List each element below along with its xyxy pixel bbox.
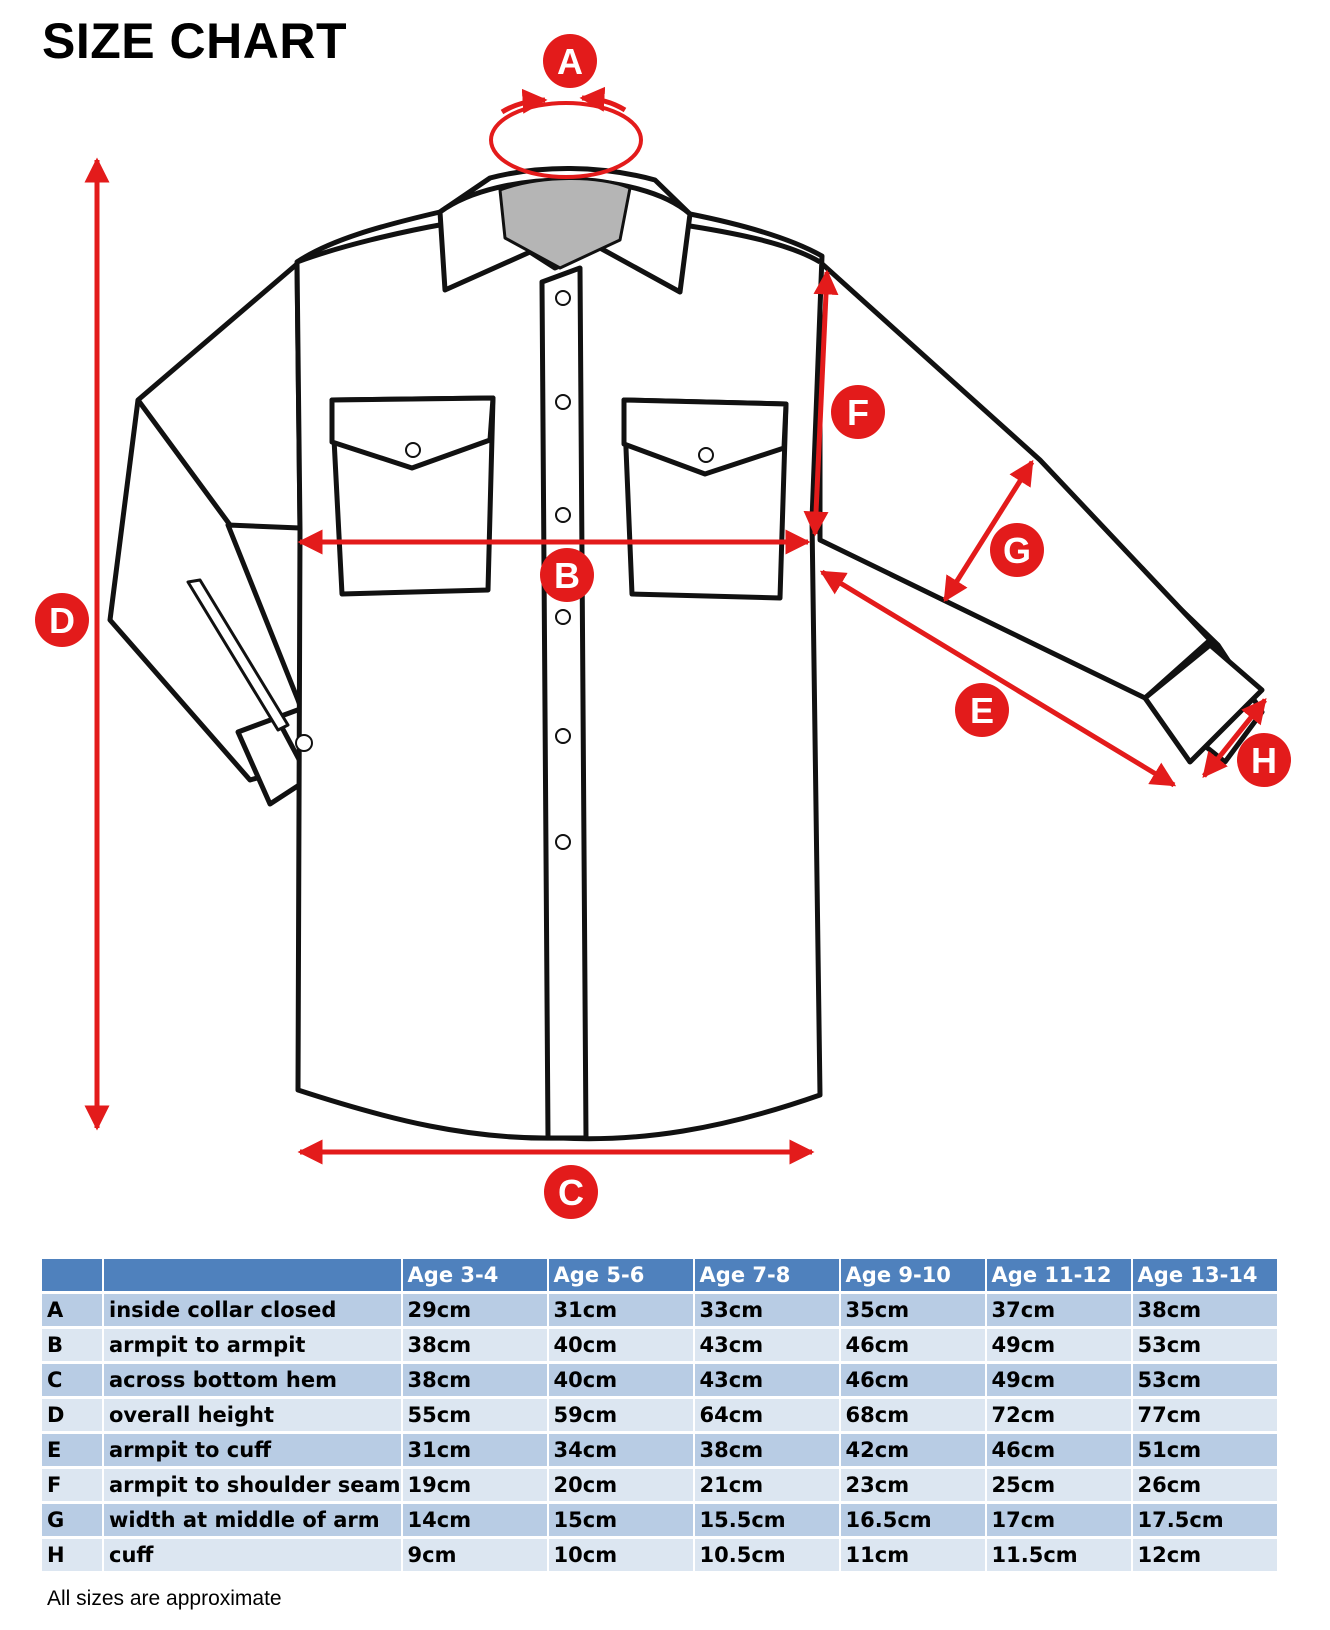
size-cell: 38cm xyxy=(403,1329,549,1361)
marker-e-label: E xyxy=(969,690,995,731)
size-cell: 43cm xyxy=(695,1364,841,1396)
size-cell: 14cm xyxy=(403,1504,549,1536)
size-cell: 21cm xyxy=(695,1469,841,1501)
page-title: SIZE CHART xyxy=(42,13,347,69)
header-cell: Age 9-10 xyxy=(841,1259,987,1291)
size-cell: 38cm xyxy=(1133,1294,1279,1326)
table-row xyxy=(42,1399,1279,1431)
row-label: inside collar closed xyxy=(104,1294,403,1326)
size-cell: 10cm xyxy=(549,1539,695,1571)
size-cell: 72cm xyxy=(987,1399,1133,1431)
marker-h xyxy=(1237,733,1291,787)
size-cell: 53cm xyxy=(1133,1364,1279,1396)
size-cell: 34cm xyxy=(549,1434,695,1466)
size-cell: 9cm xyxy=(403,1539,549,1571)
header-cell: Age 3-4 xyxy=(403,1259,549,1291)
size-table xyxy=(42,1256,1279,1574)
footnote: All sizes are approximate xyxy=(47,1587,282,1610)
size-cell: 46cm xyxy=(841,1329,987,1361)
size-cell: 17.5cm xyxy=(1133,1504,1279,1536)
shirt-outline xyxy=(110,168,1262,1138)
row-code: A xyxy=(42,1294,104,1326)
size-cell: 59cm xyxy=(549,1399,695,1431)
row-code: C xyxy=(42,1364,104,1396)
size-cell: 10.5cm xyxy=(695,1539,841,1571)
size-cell: 38cm xyxy=(403,1364,549,1396)
size-cell: 12cm xyxy=(1133,1539,1279,1571)
size-cell: 17cm xyxy=(987,1504,1133,1536)
marker-c-label: C xyxy=(558,1172,584,1213)
row-label: overall height xyxy=(104,1399,403,1431)
row-label: across bottom hem xyxy=(104,1364,403,1396)
row-code: E xyxy=(42,1434,104,1466)
row-code: F xyxy=(42,1469,104,1501)
size-cell: 42cm xyxy=(841,1434,987,1466)
size-cell: 51cm xyxy=(1133,1434,1279,1466)
row-label: width at middle of arm xyxy=(104,1504,403,1536)
table-row xyxy=(42,1504,1279,1536)
marker-b xyxy=(540,548,594,602)
table-row xyxy=(42,1469,1279,1501)
size-cell: 11.5cm xyxy=(987,1539,1133,1571)
size-cell: 64cm xyxy=(695,1399,841,1431)
size-cell: 49cm xyxy=(987,1364,1133,1396)
size-cell: 55cm xyxy=(403,1399,549,1431)
size-cell: 23cm xyxy=(841,1469,987,1501)
marker-f xyxy=(831,385,885,439)
marker-g xyxy=(990,523,1044,577)
size-cell: 40cm xyxy=(549,1364,695,1396)
table-row xyxy=(42,1329,1279,1361)
size-cell: 35cm xyxy=(841,1294,987,1326)
size-cell: 77cm xyxy=(1133,1399,1279,1431)
size-cell: 46cm xyxy=(841,1364,987,1396)
size-cell: 46cm xyxy=(987,1434,1133,1466)
header-cell: Age 7-8 xyxy=(695,1259,841,1291)
size-cell: 38cm xyxy=(695,1434,841,1466)
header-cell: Age 11-12 xyxy=(987,1259,1133,1291)
header-cell xyxy=(104,1259,403,1291)
row-code: B xyxy=(42,1329,104,1361)
marker-d xyxy=(35,593,89,647)
size-cell: 25cm xyxy=(987,1469,1133,1501)
size-cell: 68cm xyxy=(841,1399,987,1431)
left-sleeve xyxy=(110,264,320,780)
row-label: cuff xyxy=(104,1539,403,1571)
header-cell: Age 13-14 xyxy=(1133,1259,1279,1291)
size-cell: 15cm xyxy=(549,1504,695,1536)
table-row xyxy=(42,1539,1279,1571)
size-cell: 37cm xyxy=(987,1294,1133,1326)
size-cell: 31cm xyxy=(403,1434,549,1466)
size-cell: 49cm xyxy=(987,1329,1133,1361)
size-table-header xyxy=(42,1259,1279,1291)
size-cell: 43cm xyxy=(695,1329,841,1361)
size-cell: 20cm xyxy=(549,1469,695,1501)
header-cell xyxy=(42,1259,104,1291)
size-cell: 26cm xyxy=(1133,1469,1279,1501)
size-cell: 53cm xyxy=(1133,1329,1279,1361)
size-cell: 15.5cm xyxy=(695,1504,841,1536)
row-label: armpit to armpit xyxy=(104,1329,403,1361)
marker-a-label: A xyxy=(557,41,583,82)
size-cell: 31cm xyxy=(549,1294,695,1326)
size-cell: 29cm xyxy=(403,1294,549,1326)
size-cell: 16.5cm xyxy=(841,1504,987,1536)
size-cell: 19cm xyxy=(403,1469,549,1501)
header-cell: Age 5-6 xyxy=(549,1259,695,1291)
table-row xyxy=(42,1434,1279,1466)
marker-g-label: G xyxy=(1002,530,1032,571)
table-row xyxy=(42,1364,1279,1396)
row-label: armpit to shoulder seam xyxy=(104,1469,403,1501)
row-code: G xyxy=(42,1504,104,1536)
row-label: armpit to cuff xyxy=(104,1434,403,1466)
size-cell: 33cm xyxy=(695,1294,841,1326)
marker-d-label: D xyxy=(49,600,75,641)
collar-measure-ring xyxy=(491,103,641,177)
marker-a xyxy=(543,34,597,88)
marker-e xyxy=(955,683,1009,737)
row-code: H xyxy=(42,1539,104,1571)
marker-c xyxy=(544,1165,598,1219)
size-cell: 40cm xyxy=(549,1329,695,1361)
marker-f-label: F xyxy=(847,392,869,433)
marker-h-label: H xyxy=(1251,740,1277,781)
marker-b-label: B xyxy=(554,555,580,596)
table-row xyxy=(42,1294,1279,1326)
size-cell: 11cm xyxy=(841,1539,987,1571)
row-code: D xyxy=(42,1399,104,1431)
